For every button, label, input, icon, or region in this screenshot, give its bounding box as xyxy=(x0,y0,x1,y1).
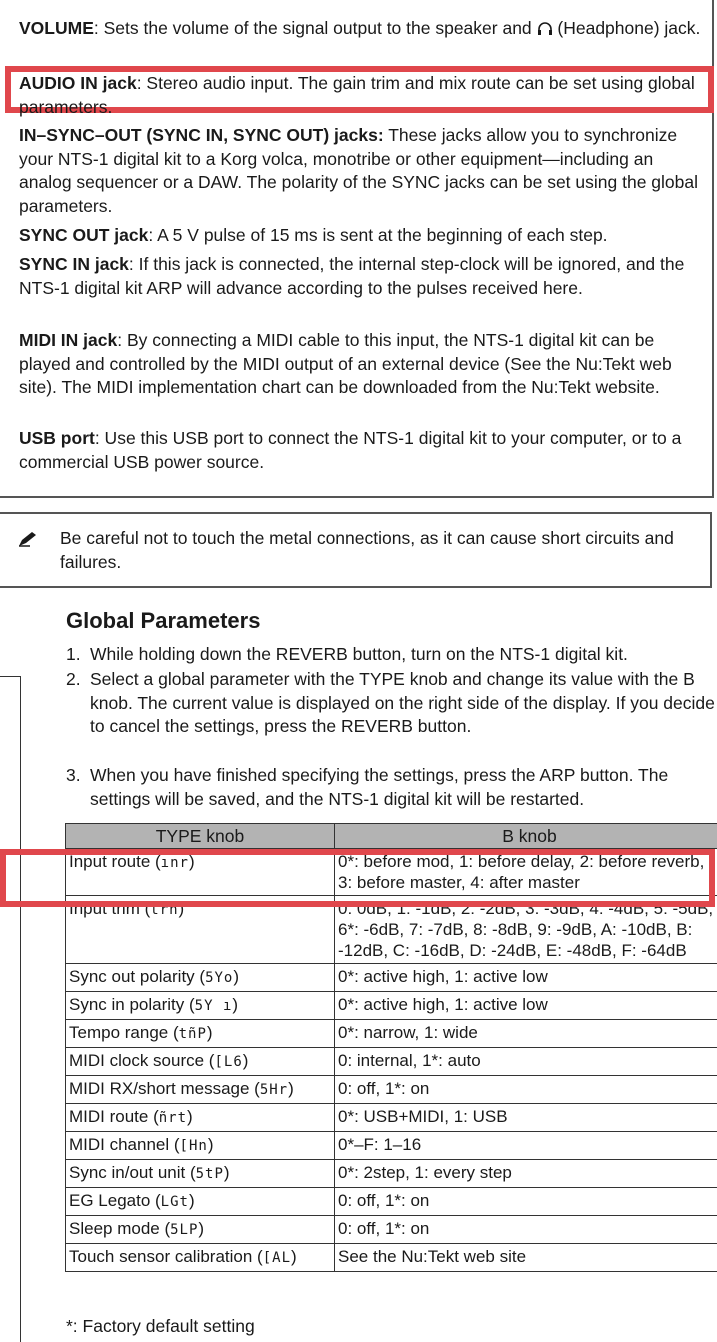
table-row xyxy=(66,1244,717,1272)
b-knob-cell: 0*: active high, 1: active low xyxy=(335,992,717,1020)
param-name: Sync in polarity ( xyxy=(69,995,195,1014)
term: SYNC OUT jack xyxy=(19,225,149,245)
step-2 xyxy=(66,668,717,739)
term: SYNC IN jack xyxy=(19,254,129,274)
display-code: [Hn xyxy=(179,1138,208,1154)
type-knob-cell xyxy=(66,964,335,992)
param-close: ) xyxy=(242,1051,249,1070)
desc-text: : If this jack is connected, the internal step-clock will be ignored, and the NTS-1 digital kit ARP will advance according to the pulses received here. xyxy=(19,254,685,298)
audio-in-description xyxy=(19,72,709,119)
table-header-row xyxy=(66,824,717,849)
table-row xyxy=(66,1048,717,1076)
b-knob-cell: 0*: 2step, 1: every step xyxy=(335,1160,717,1188)
display-code: 5LP xyxy=(170,1222,199,1238)
section-title: Global Parameters xyxy=(66,608,261,633)
pencil-note-icon xyxy=(18,531,38,547)
param-close: ) xyxy=(188,852,195,871)
type-knob-cell xyxy=(66,1104,335,1132)
b-knob-cell: 0*–F: 1–16 xyxy=(335,1132,717,1160)
term: VOLUME xyxy=(19,18,94,38)
display-code: [L6 xyxy=(214,1054,243,1070)
term: USB port xyxy=(19,428,95,448)
param-name: Input trim ( xyxy=(69,899,151,918)
type-knob-cell xyxy=(66,1216,335,1244)
table-row xyxy=(66,1104,717,1132)
param-name: MIDI route ( xyxy=(69,1107,159,1126)
param-name: MIDI channel ( xyxy=(69,1135,180,1154)
type-knob-cell xyxy=(66,1160,335,1188)
col-b-knob: B knob xyxy=(335,824,717,849)
desc-text-2: (Headphone) jack. xyxy=(552,18,701,38)
table-row xyxy=(66,964,717,992)
b-knob-cell: 0: off, 1*: on xyxy=(335,1076,717,1104)
type-knob-cell xyxy=(66,1076,335,1104)
table-row xyxy=(66,1132,717,1160)
step-number: 3. xyxy=(66,765,81,785)
b-knob-cell: 0: internal, 1*: auto xyxy=(335,1048,717,1076)
table-row xyxy=(66,1160,717,1188)
desc-text: These jacks allow you to synchronize your NTS-1 digital kit to a Korg volca, monotribe or other equipment—including an analog sequencer or a DAW. The polarity of the SYNC jacks can be set using the global parameters. xyxy=(19,125,698,216)
param-name: Sync in/out unit ( xyxy=(69,1163,196,1182)
step-number: 1. xyxy=(66,644,81,664)
param-close: ) xyxy=(188,1191,195,1210)
param-close: ) xyxy=(198,1219,205,1238)
param-name: EG Legato ( xyxy=(69,1191,161,1210)
param-close: ) xyxy=(288,1079,294,1098)
desc-text: : Use this USB port to connect the NTS-1 digital kit to your computer, or to a commercial USB power source. xyxy=(19,428,682,472)
sync-out-description xyxy=(19,224,709,248)
b-knob-cell: 0*: before mod, 1: before delay, 2: before reverb, 3: before master, 4: after master xyxy=(335,849,717,896)
param-name: Tempo range ( xyxy=(69,1023,179,1042)
note-text: Be careful not to touch the metal connections, as it can cause short circuits and failures. xyxy=(60,528,674,572)
highlight-input-route xyxy=(0,849,715,907)
param-close: ) xyxy=(232,995,239,1014)
display-code: 5tP xyxy=(195,1166,224,1182)
display-code: 5Hr xyxy=(259,1082,289,1098)
b-knob-cell: 0: off, 1*: on xyxy=(335,1216,717,1244)
usb-port-description xyxy=(19,427,709,474)
desc-text: : Stereo audio input. The gain trim and mix route can be set using global parameters. xyxy=(19,73,695,117)
b-knob-cell: 0*: USB+MIDI, 1: USB xyxy=(335,1104,717,1132)
step-3 xyxy=(66,764,717,811)
type-knob-cell xyxy=(66,992,335,1020)
table-row xyxy=(66,1188,717,1216)
in-sync-out-description xyxy=(19,124,709,218)
col-type-knob: TYPE knob xyxy=(66,824,335,849)
type-knob-cell xyxy=(66,1188,335,1216)
param-close: ) xyxy=(223,1163,230,1182)
display-code: LGt xyxy=(160,1194,189,1210)
param-name: MIDI RX/short message ( xyxy=(69,1079,260,1098)
type-knob-cell xyxy=(66,1020,335,1048)
b-knob-cell: See the Nu:Tekt web site xyxy=(335,1244,717,1272)
param-name: Sync out polarity ( xyxy=(69,967,206,986)
volume-description xyxy=(19,17,709,41)
step-text: Select a global parameter with the TYPE knob and change its value with the B knob. The current value is displayed on the right side of the display. If you decide to cancel the settings, press the REVERB button. xyxy=(90,669,715,736)
param-name: Sleep mode ( xyxy=(69,1219,171,1238)
param-close: ) xyxy=(291,1247,297,1266)
midi-in-description xyxy=(19,329,709,400)
table-row xyxy=(66,1216,717,1244)
param-close: ) xyxy=(187,1107,193,1126)
type-knob-cell xyxy=(66,1244,335,1272)
b-knob-cell: 0*: narrow, 1: wide xyxy=(335,1020,717,1048)
footnote: *: Factory default setting xyxy=(66,1316,255,1336)
param-name: MIDI clock source ( xyxy=(69,1051,215,1070)
type-knob-cell xyxy=(66,1132,335,1160)
sync-in-description xyxy=(19,253,709,300)
step-1 xyxy=(66,643,717,667)
step-number: 2. xyxy=(66,669,81,689)
term: AUDIO IN jack xyxy=(19,73,137,93)
step-text: While holding down the REVERB button, turn on the NTS-1 digital kit. xyxy=(90,644,628,664)
table-row xyxy=(66,1020,717,1048)
display-code: 5Y ı xyxy=(194,998,233,1014)
b-knob-cell: 0: off, 1*: on xyxy=(335,1188,717,1216)
param-close: ) xyxy=(206,1023,213,1042)
display-code: tñP xyxy=(178,1026,207,1042)
param-close: ) xyxy=(233,967,240,986)
headphone-icon xyxy=(537,20,553,37)
display-code: 5Yo xyxy=(205,970,234,986)
table-row xyxy=(66,1076,717,1104)
param-name: Touch sensor calibration ( xyxy=(69,1247,263,1266)
desc-text: : By connecting a MIDI cable to this input, the NTS-1 digital kit can be played and controlled by the MIDI output of an external device (See the Nu:Tekt web site). The MIDI implementation chart can be downloaded from the Nu:Tekt website. xyxy=(19,330,672,397)
step-text: When you have finished specifying the settings, press the ARP button. The settings will be saved, and the NTS-1 digital kit will be restarted. xyxy=(90,765,669,809)
display-code: ınr xyxy=(160,855,189,871)
desc-text: : Sets the volume of the signal output to the speaker and xyxy=(93,18,537,38)
desc-text: : A 5 V pulse of 15 ms is sent at the beginning of each step. xyxy=(148,225,608,245)
param-name: Input route ( xyxy=(69,852,161,871)
param-close: ) xyxy=(207,1135,214,1154)
type-knob-cell xyxy=(66,1048,335,1076)
display-code: ñrt xyxy=(158,1110,188,1126)
margin-bracket xyxy=(0,676,21,1342)
display-code: trñ xyxy=(150,902,179,918)
display-code: [AL xyxy=(262,1250,292,1266)
param-close: ) xyxy=(178,899,185,918)
b-knob-cell: 0: 0dB, 1: -1dB, 2: -2dB, 3: -3dB, 4: -4dB, 5: -5dB, 6*: -6dB, 7: -7dB, 8: -8dB, 9: -9dB, A: -10dB, B: -12dB, C: -16dB, D: -24dB, E: -48dB, F: -64dB xyxy=(335,896,717,964)
term: MIDI IN jack xyxy=(19,330,118,350)
term: IN–SYNC–OUT (SYNC IN, SYNC OUT) jacks: xyxy=(19,125,384,145)
table-row xyxy=(66,992,717,1020)
b-knob-cell: 0*: active high, 1: active low xyxy=(335,964,717,992)
